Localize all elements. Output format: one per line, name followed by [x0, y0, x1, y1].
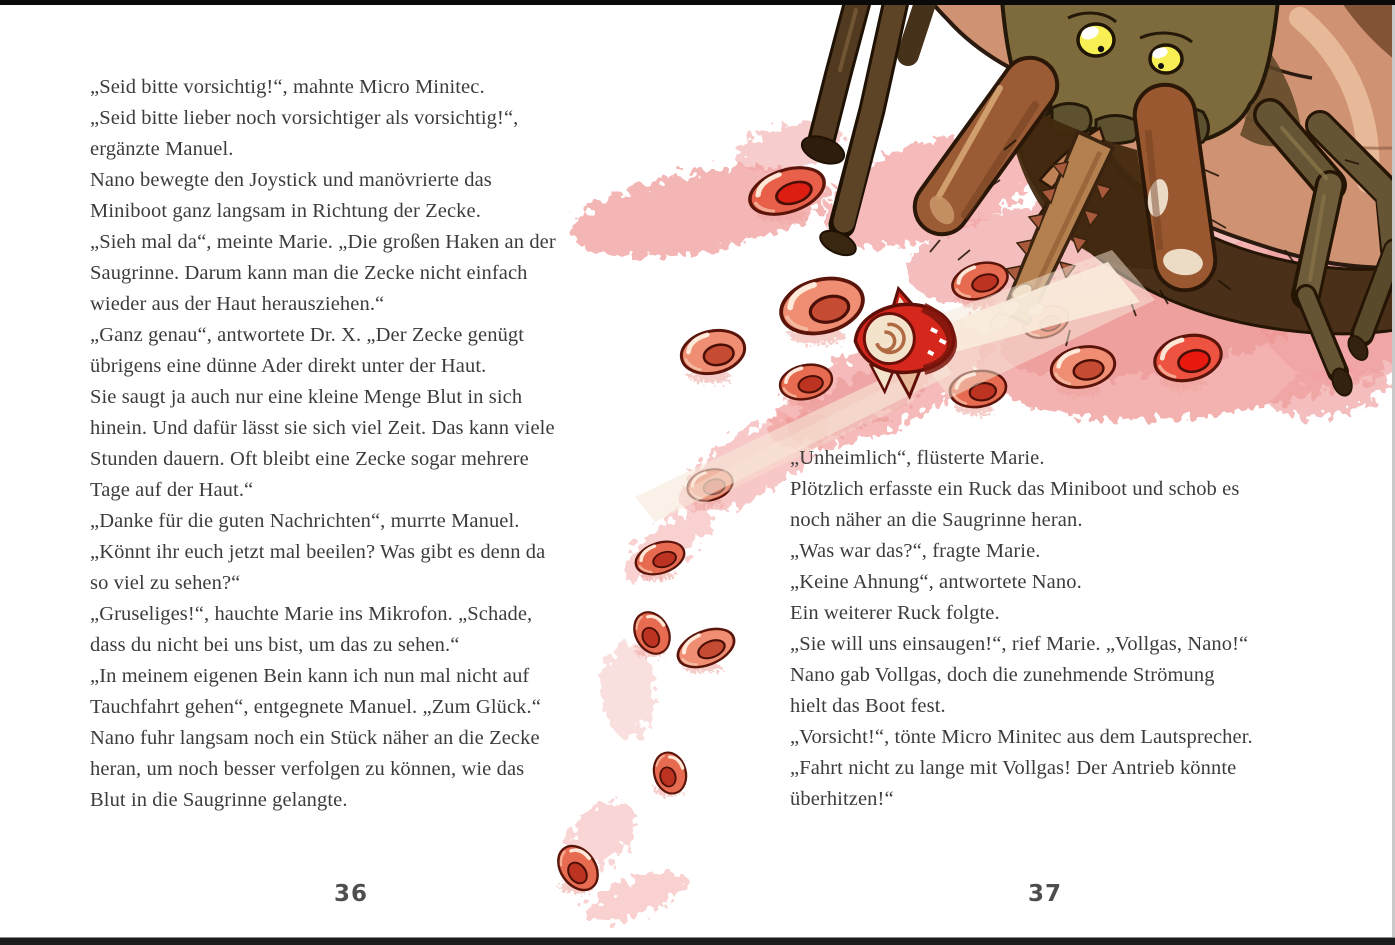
text-line: Stunden dauern. Oft bleibt eine Zecke sogar mehrere [90, 448, 529, 470]
text-line: „Sie will uns einsaugen!“, rief Marie. „Vollgas, Nano!“ [790, 633, 1249, 655]
right-page-text [790, 443, 1320, 815]
text-line: „Vorsicht!“, tönte Micro Minitec aus dem Lautsprecher. [790, 726, 1253, 748]
text-line: „Könnt ihr euch jetzt mal beeilen? Was gibt es denn da [90, 541, 546, 563]
text-line: „Fahrt nicht zu lange mit Vollgas! Der Antrieb könnte [790, 757, 1237, 779]
text-line: Sie saugt ja auch nur eine kleine Menge Blut in sich [90, 386, 523, 408]
text-line: „Keine Ahnung“, antwortete Nano. [790, 571, 1082, 593]
text-line: „Seid bitte vorsichtig!“, mahnte Micro Minitec. [90, 76, 485, 98]
text-line: „Gruseliges!“, hauchte Marie ins Mikrofon. „Schade, [90, 603, 533, 625]
text-line: ergänzte Manuel. [90, 138, 234, 160]
text-line: dass du nicht bei uns bist, um das zu sehen.“ [90, 634, 460, 656]
text-line: Plötzlich erfasste ein Ruck das Miniboot und schob es [790, 478, 1240, 500]
text-line: „Ganz genau“, antwortete Dr. X. „Der Zecke genügt [90, 324, 525, 346]
text-line: Ein weiterer Ruck folgte. [790, 602, 1000, 624]
text-line: überhitzen!“ [790, 788, 894, 810]
blood-cell [677, 325, 748, 379]
text-line: „Was war das?“, fragte Marie. [790, 540, 1041, 562]
text-line: heran, um noch besser verfolgen zu können, wie das [90, 758, 525, 780]
text-line: Blut in die Saugrinne gelangte. [90, 789, 348, 811]
page-number-left: 36 [334, 881, 369, 907]
text-line: Tage auf der Haut.“ [90, 479, 254, 501]
page-number-right: 37 [1028, 881, 1063, 907]
text-line: hinein. Und dafür lässt sie sich viel Zeit. Das kann viele [90, 417, 555, 439]
text-line: hielt das Boot fest. [790, 695, 946, 717]
scan-edge-top [0, 0, 1395, 5]
text-line: Miniboot ganz langsam in Richtung der Zecke. [90, 200, 481, 222]
text-line: übrigens eine dünne Ader direkt unter der Haut. [90, 355, 487, 377]
text-line: Tauchfahrt gehen“, entgegnete Manuel. „Zum Glück.“ [90, 696, 541, 718]
scan-edge-bottom [0, 937, 1395, 945]
text-line: Nano gab Vollgas, doch die zunehmende Strömung [790, 664, 1215, 686]
text-line: „Seid bitte lieber noch vorsichtiger als vorsichtig!“, [90, 107, 519, 129]
text-line: wieder aus der Haut herausziehen.“ [90, 293, 385, 315]
text-line: „In meinem eigenen Bein kann ich nun mal nicht auf [90, 665, 530, 687]
text-line: noch näher an die Saugrinne heran. [790, 509, 1083, 531]
text-line: Nano bewegte den Joystick und manövrierte das [90, 169, 492, 191]
left-page-text [90, 72, 665, 816]
text-line: so viel zu sehen?“ [90, 572, 241, 594]
text-line: Nano fuhr langsam noch ein Stück näher an die Zecke [90, 727, 540, 749]
blood-cell [775, 270, 868, 341]
text-line: Saugrinne. Darum kann man die Zecke nicht einfach [90, 262, 528, 284]
text-line: „Danke für die guten Nachrichten“, murrte Manuel. [90, 510, 520, 532]
text-line: „Unheimlich“, flüsterte Marie. [790, 447, 1045, 469]
text-line: „Sieh mal da“, meinte Marie. „Die großen Haken an der [90, 231, 556, 253]
